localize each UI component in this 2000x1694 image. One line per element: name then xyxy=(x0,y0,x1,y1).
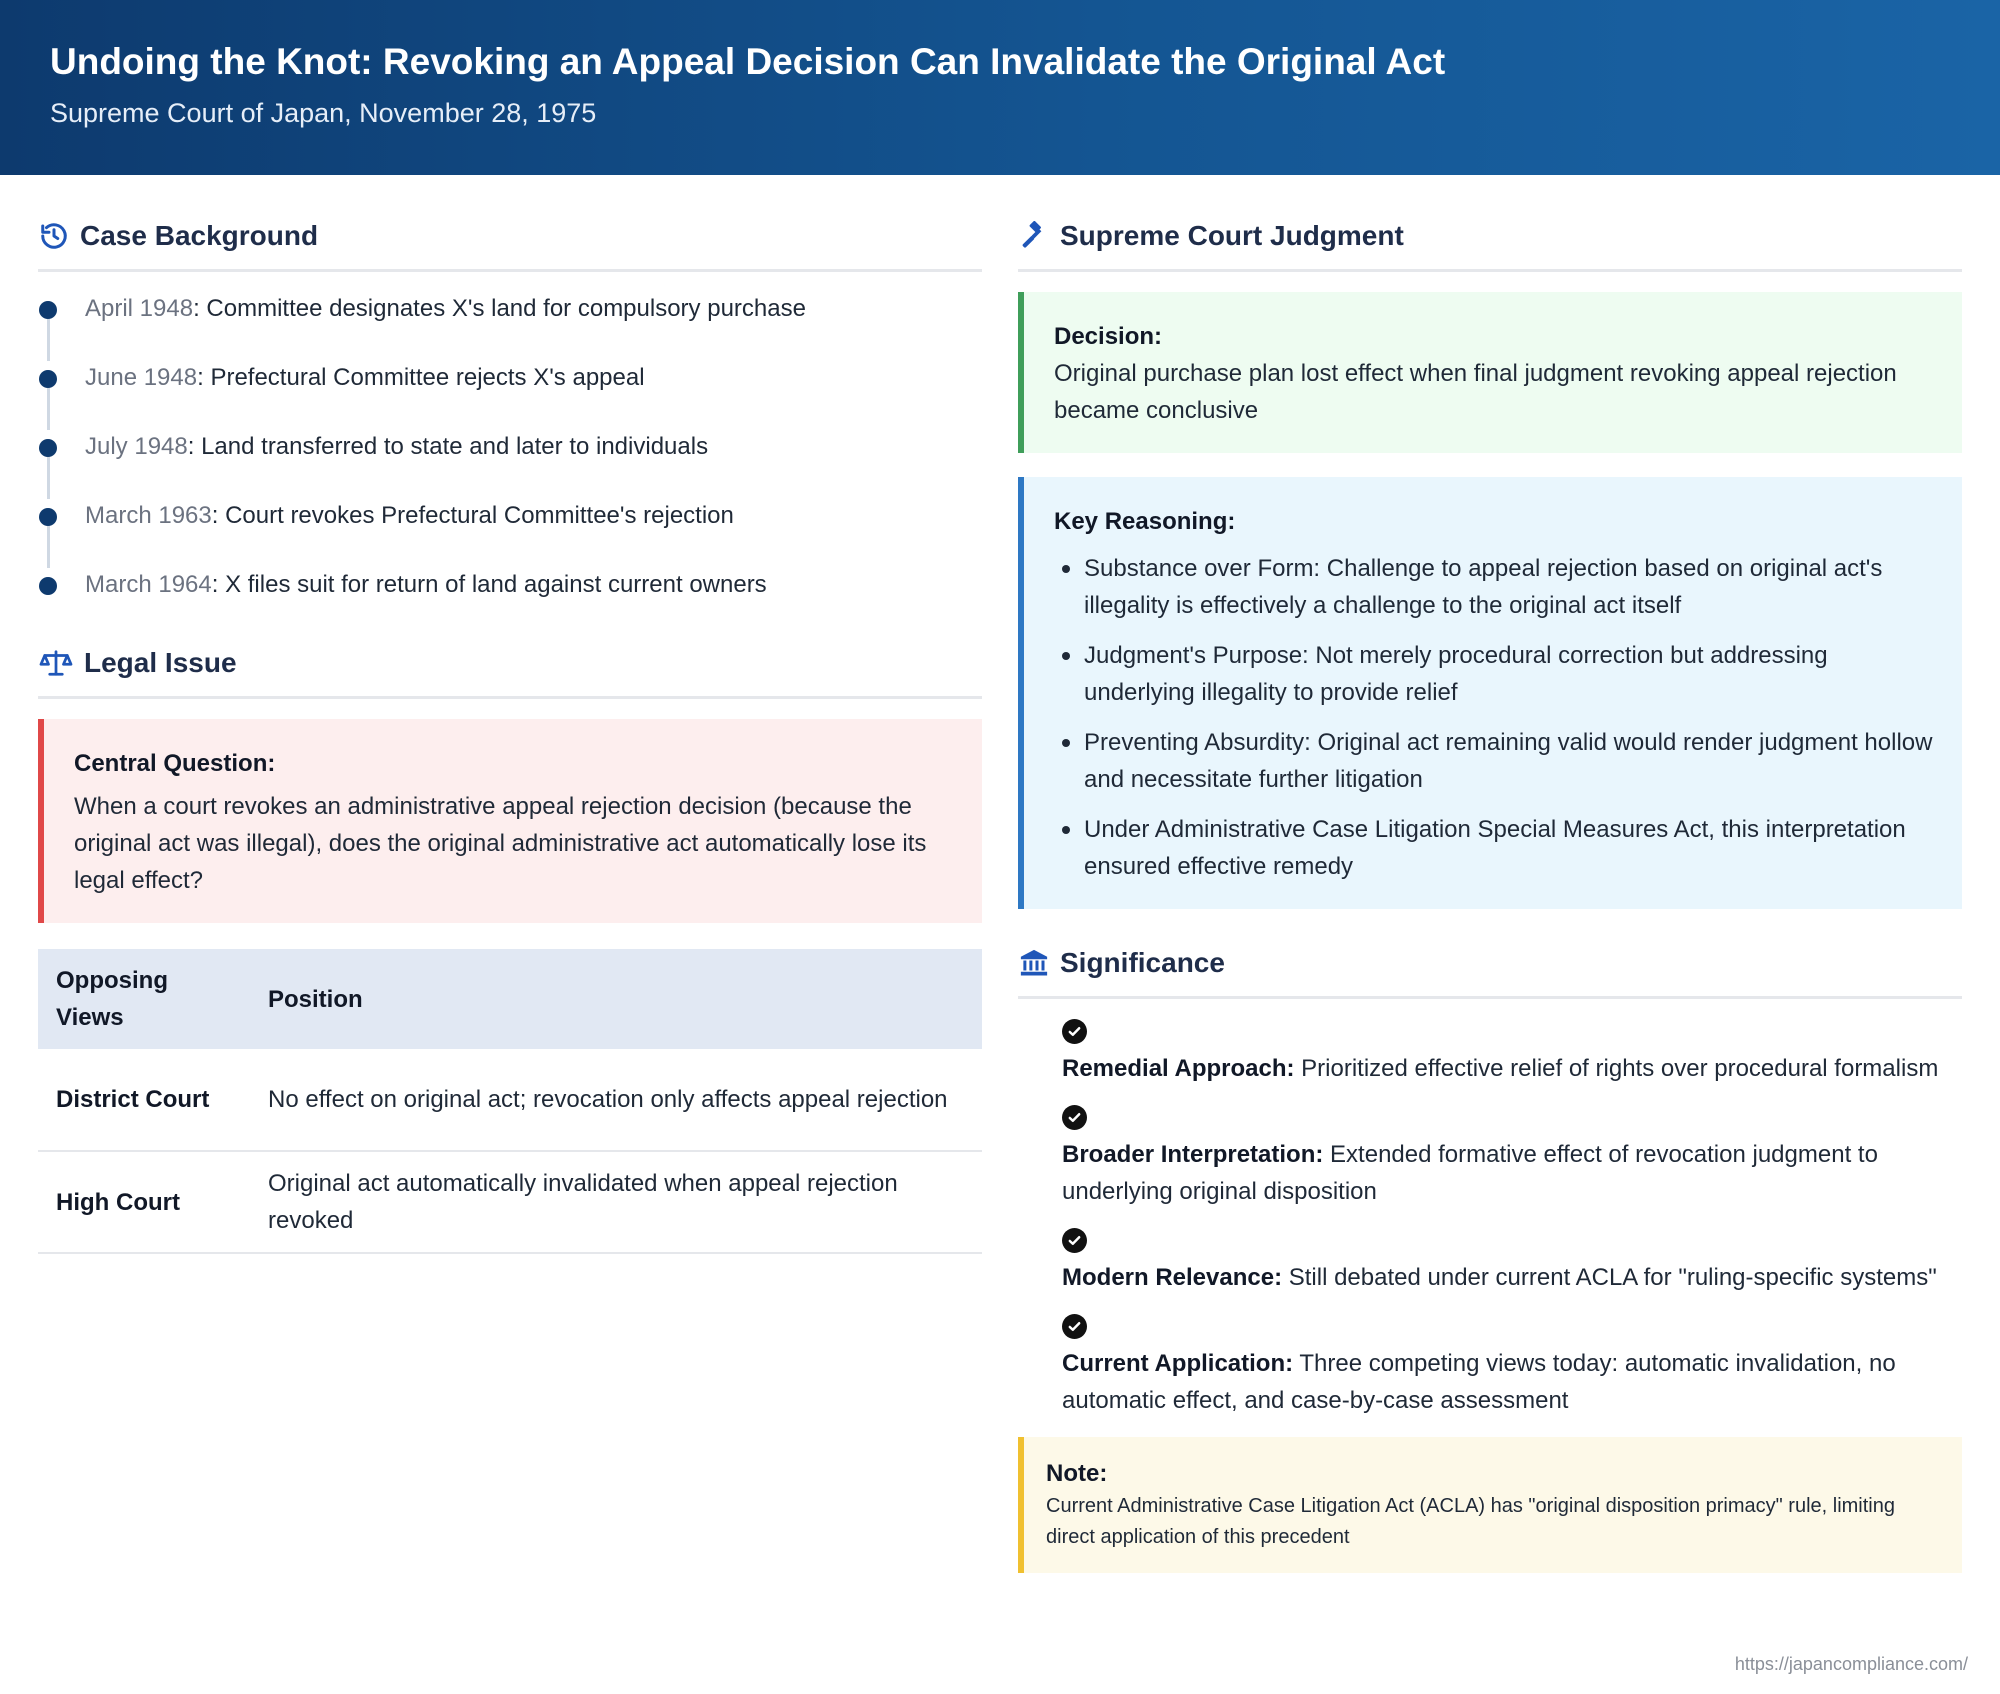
table-header-row xyxy=(38,949,982,1049)
page-subtitle: Supreme Court of Japan, November 28, 1975 xyxy=(50,98,597,128)
court-position: Original act automatically invalidated when appeal rejection revoked xyxy=(250,1151,982,1253)
significance-item-text: Three competing views today: automatic invalidation, no automatic effect, and case-by-case assessment xyxy=(1062,1350,1896,1414)
timeline-item xyxy=(38,499,982,568)
right-column xyxy=(1018,212,1962,1573)
timeline-connector xyxy=(47,526,50,568)
scale-balance-icon xyxy=(38,647,74,679)
judgment-title: Supreme Court Judgment xyxy=(1060,219,1404,251)
left-column xyxy=(38,212,982,1254)
source-url: https://japancompliance.com/ xyxy=(1734,1654,1968,1674)
timeline-date: March 1964 xyxy=(85,571,212,598)
decision-label: Decision: xyxy=(1054,323,1163,350)
significance-title: Significance xyxy=(1060,946,1225,978)
table-row xyxy=(38,1049,982,1151)
significance-item-text: Still debated under current ACLA for "ruling-specific systems" xyxy=(1282,1264,1937,1291)
significance-heading xyxy=(1018,939,1962,999)
central-question-box xyxy=(38,719,982,923)
timeline-connector xyxy=(47,319,50,361)
page-title: Undoing the Knot: Revoking an Appeal Decision Can Invalidate the Original Act xyxy=(50,41,1446,82)
list-item: Judgment's Purpose: Not merely procedural correction but addressing underlying illegality to provide relief xyxy=(1058,637,1934,711)
timeline-dot xyxy=(39,301,57,319)
significance-list xyxy=(1018,1019,1962,1419)
check-circle-icon xyxy=(1062,1314,1087,1339)
judgment-heading xyxy=(1018,212,1962,272)
timeline-item xyxy=(38,361,982,430)
opposing-views-table xyxy=(38,949,982,1254)
timeline-connector xyxy=(47,388,50,430)
page-header xyxy=(0,0,2000,175)
note-label: Note: xyxy=(1046,1460,1108,1487)
key-reasoning-label: Key Reasoning: xyxy=(1054,508,1236,535)
table-header-position: Position xyxy=(250,949,982,1049)
timeline xyxy=(38,292,982,637)
timeline-date: July 1948 xyxy=(85,433,188,460)
timeline-dot xyxy=(39,370,57,388)
gavel-icon xyxy=(1018,220,1050,252)
significance-item-title: Broader Interpretation: xyxy=(1062,1141,1324,1168)
note-text: Current Administrative Case Litigation Act (ACLA) has "original disposition primacy" rule, limiting direct application of this precedent xyxy=(1046,1495,1895,1548)
timeline-date: April 1948 xyxy=(85,295,194,322)
central-question-text: When a court revokes an administrative appeal rejection decision (because the original act was illegal), does the original administrative act automatically lose its legal effect? xyxy=(74,793,927,894)
table-row xyxy=(38,1151,982,1253)
case-background-title: Case Background xyxy=(80,219,319,251)
note-box xyxy=(1018,1437,1962,1573)
timeline-date: June 1948 xyxy=(85,364,198,391)
timeline-item xyxy=(38,430,982,499)
timeline-desc: : X files suit for return of land against current owners xyxy=(211,571,767,598)
timeline-dot xyxy=(39,508,57,526)
decision-text: Original purchase plan lost effect when final judgment revoking appeal rejection became conclusive xyxy=(1054,360,1897,424)
timeline-item xyxy=(38,292,982,361)
timeline-desc: : Land transferred to state and later to individuals xyxy=(187,433,709,460)
timeline-desc: : Prefectural Committee rejects X's appeal xyxy=(197,364,645,391)
list-item: Substance over Form: Challenge to appeal rejection based on original act's illegality is effectively a challenge to the original act itself xyxy=(1058,550,1934,624)
court-position: No effect on original act; revocation only affects appeal rejection xyxy=(250,1049,982,1151)
history-icon xyxy=(38,220,70,252)
court-name: High Court xyxy=(38,1151,250,1253)
timeline-item xyxy=(38,568,982,637)
timeline-dot xyxy=(39,577,57,595)
reasoning-list xyxy=(1054,550,1934,885)
significance-item-text: Extended formative effect of revocation judgment to underlying original disposition xyxy=(1062,1141,1878,1205)
case-background-heading xyxy=(38,212,982,272)
significance-item-title: Current Application: xyxy=(1062,1350,1294,1377)
central-question-label: Central Question: xyxy=(74,750,276,777)
significance-item-title: Modern Relevance: xyxy=(1062,1264,1283,1291)
timeline-connector xyxy=(47,457,50,499)
key-reasoning-box xyxy=(1018,477,1962,909)
list-item: Preventing Absurdity: Original act remaining valid would render judgment hollow and necessitate further litigation xyxy=(1058,724,1934,798)
significance-item-text: Prioritized effective relief of rights over procedural formalism xyxy=(1294,1055,1939,1082)
significance-item-title: Remedial Approach: xyxy=(1062,1055,1295,1082)
list-item xyxy=(1062,1105,1962,1210)
check-circle-icon xyxy=(1062,1105,1087,1130)
list-item xyxy=(1062,1314,1962,1419)
institution-icon xyxy=(1018,947,1050,979)
check-circle-icon xyxy=(1062,1019,1087,1044)
decision-box xyxy=(1018,292,1962,453)
court-name: District Court xyxy=(38,1049,250,1151)
table-header-views: Opposing Views xyxy=(38,949,250,1049)
check-circle-icon xyxy=(1062,1228,1087,1253)
timeline-desc: : Court revokes Prefectural Committee's rejection xyxy=(211,502,734,529)
timeline-dot xyxy=(39,439,57,457)
legal-issue-title: Legal Issue xyxy=(84,646,237,678)
legal-issue-heading xyxy=(38,639,982,699)
timeline-date: March 1963 xyxy=(85,502,212,529)
timeline-desc: : Committee designates X's land for compulsory purchase xyxy=(193,295,806,322)
list-item: Under Administrative Case Litigation Special Measures Act, this interpretation ensured effective remedy xyxy=(1058,811,1934,885)
list-item xyxy=(1062,1228,1962,1296)
list-item xyxy=(1062,1019,1962,1087)
